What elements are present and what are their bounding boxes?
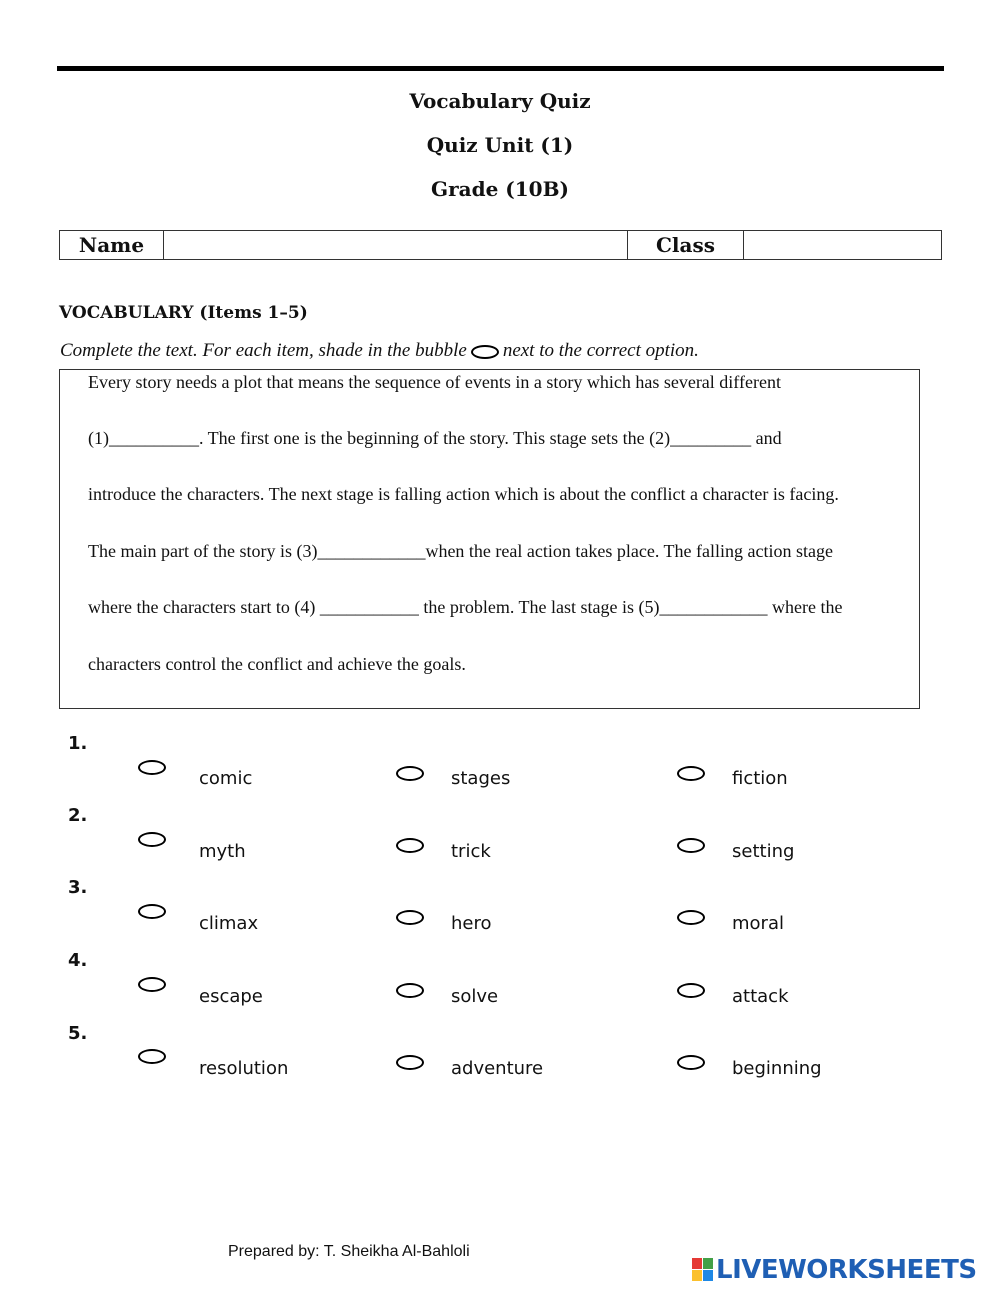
option-label: comic — [199, 768, 253, 789]
answer-bubble[interactable] — [396, 983, 424, 998]
answer-bubble[interactable] — [138, 977, 166, 992]
answer-bubble[interactable] — [677, 766, 705, 781]
option-label: beginning — [732, 1058, 822, 1079]
answer-bubble[interactable] — [677, 1055, 705, 1070]
quiz-unit: Quiz Unit (1) — [426, 133, 574, 157]
passage-line: Every story needs a plot that means the sequence of events in a story which has several different — [88, 372, 781, 392]
answer-bubble[interactable] — [677, 910, 705, 925]
option-label: solve — [451, 986, 499, 1007]
instructions — [60, 340, 699, 362]
class-label: Class — [628, 231, 744, 260]
option-label: climax — [199, 913, 259, 934]
option-label: myth — [199, 841, 246, 862]
passage-line: introduce the characters. The next stage is falling action which is about the conflict a character is facing. — [88, 484, 839, 504]
option-label: hero — [451, 913, 492, 934]
answer-bubble[interactable] — [396, 838, 424, 853]
option-label: fiction — [732, 768, 788, 789]
answer-bubble[interactable] — [138, 1049, 166, 1064]
passage-line: The main part of the story is (3)____________when the real action takes place. The falling action stage — [88, 541, 833, 561]
option-label: trick — [451, 841, 491, 862]
answer-bubble[interactable] — [396, 1055, 424, 1070]
question-number: 3. — [68, 877, 88, 898]
passage-line: characters control the conflict and achieve the goals. — [88, 654, 466, 674]
option-label: adventure — [451, 1058, 544, 1079]
question-number: 1. — [68, 733, 88, 754]
liveworksheets-logo-icon — [692, 1258, 714, 1282]
option-label: moral — [732, 913, 784, 934]
answer-bubble[interactable] — [138, 832, 166, 847]
option-label: setting — [732, 841, 795, 862]
name-field[interactable] — [164, 231, 628, 260]
class-field[interactable] — [744, 231, 942, 260]
instruction-text-after: next to the correct option. — [502, 340, 699, 361]
name-label: Name — [60, 231, 164, 260]
answer-bubble[interactable] — [138, 904, 166, 919]
prepared-by: Prepared by: T. Sheikha Al-Bahloli — [228, 1243, 470, 1260]
section-heading: VOCABULARY (Items 1–5) — [59, 303, 308, 323]
answer-bubble[interactable] — [677, 983, 705, 998]
option-label: attack — [732, 986, 789, 1007]
quiz-title: Vocabulary Quiz — [409, 89, 591, 113]
top-rule — [57, 66, 944, 71]
passage-line: where the characters start to (4) ___________ the problem. The last stage is (5)____________ where the — [88, 597, 843, 617]
passage-line: (1)__________. The first one is the beginning of the story. This stage sets the (2)_________ and — [88, 428, 782, 448]
answer-bubble[interactable] — [138, 760, 166, 775]
answer-bubble[interactable] — [396, 766, 424, 781]
student-info-table — [59, 230, 942, 260]
option-label: stages — [451, 768, 511, 789]
option-label: resolution — [199, 1058, 289, 1079]
instruction-text-before: Complete the text. For each item, shade in the bubble — [60, 340, 467, 361]
answer-bubble[interactable] — [396, 910, 424, 925]
question-number: 2. — [68, 805, 88, 826]
question-number: 5. — [68, 1023, 88, 1044]
quiz-grade: Grade (10B) — [431, 177, 569, 201]
question-number: 4. — [68, 950, 88, 971]
answer-bubble[interactable] — [677, 838, 705, 853]
option-label: escape — [199, 986, 263, 1007]
bubble-example-icon — [471, 345, 499, 359]
brand-wordmark: LIVEWORKSHEETS — [716, 1255, 977, 1285]
passage-box — [59, 369, 920, 709]
